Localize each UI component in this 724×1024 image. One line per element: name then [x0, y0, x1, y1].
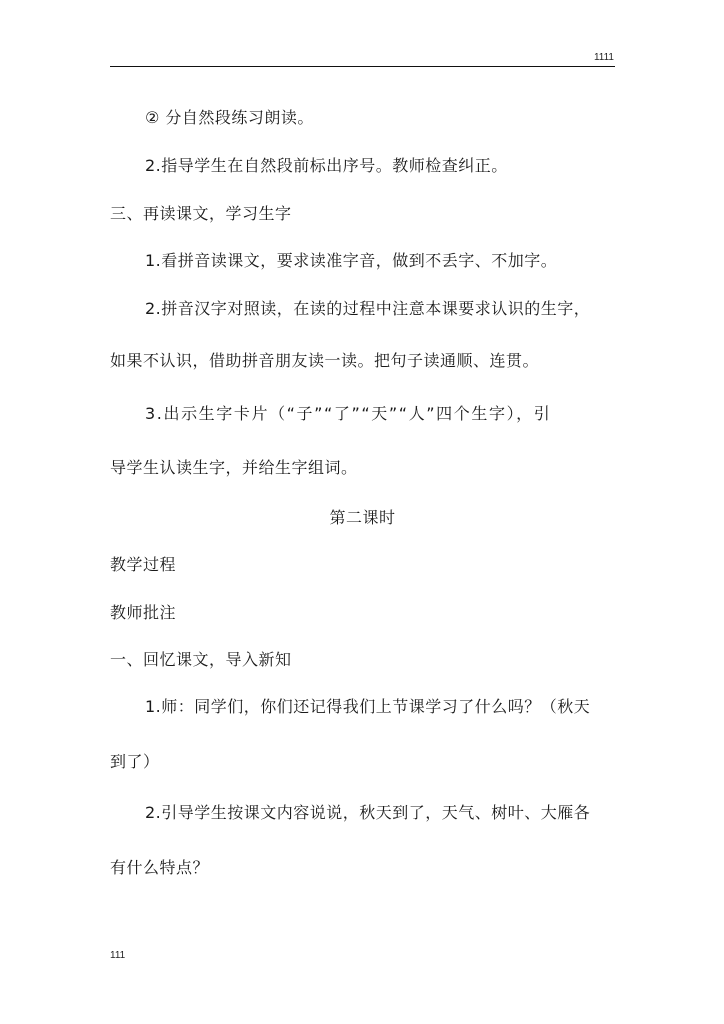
text-line: 导学生认读生字，并给生字组词。: [110, 458, 358, 477]
section-heading: 一、回忆课文，导入新知: [110, 650, 292, 669]
section-heading: 三、再读课文，学习生字: [110, 204, 292, 223]
text-line: 如果不认识，借助拼音朋友读一读。把句子读通顺、连贯。: [110, 351, 540, 370]
text-line: 教师批注: [110, 603, 177, 622]
text-line: 有什么特点？: [110, 858, 210, 877]
text-line: 3.出示生字卡片（“子”“了”“天”“人”四个生字），引: [145, 404, 552, 423]
header-rule: [110, 66, 615, 67]
header-page-number: 1111: [593, 52, 614, 63]
text-line: 2.引导学生按课文内容说说，秋天到了，天气、树叶、大雁各: [145, 803, 591, 822]
text-line: 1.师：同学们，你们还记得我们上节课学习了什么吗？（秋天: [145, 697, 591, 716]
text-line: 2.拼音汉字对照读，在读的过程中注意本课要求认识的生字，: [145, 299, 591, 318]
text-line: 2.指导学生在自然段前标出序号。教师检查纠正。: [145, 156, 508, 175]
lesson-heading: 第二课时: [329, 508, 396, 527]
text-line: 教学过程: [110, 555, 177, 574]
text-line: ② 分自然段练习朗读。: [145, 108, 314, 127]
text-line: 1.看拼音读课文，要求读准字音，做到不丢字、不加字。: [145, 251, 558, 270]
text-line: 到了）: [110, 752, 160, 771]
footer-page-number: 111: [110, 950, 126, 961]
